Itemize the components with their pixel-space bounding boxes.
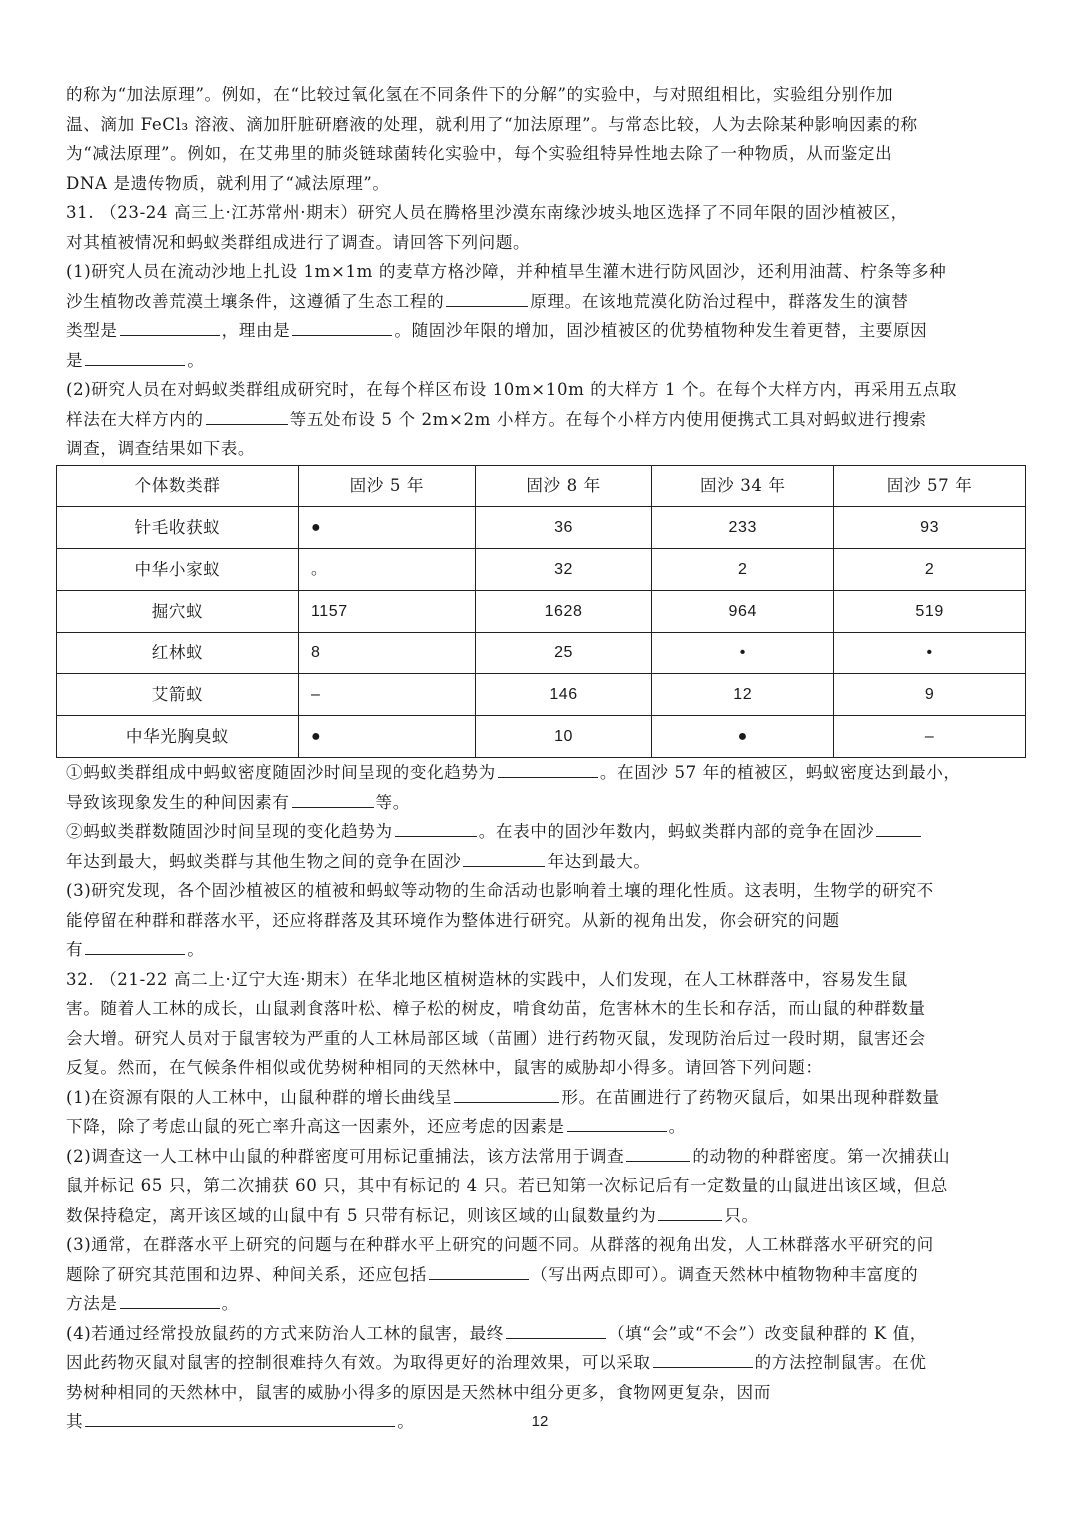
table-row [57, 716, 1026, 758]
text: 样法在大样方内的 [66, 409, 204, 429]
table-cell: – [298, 674, 475, 716]
q32-part4-line-2 [66, 1348, 1016, 1378]
table-cell: 掘穴蚁 [57, 590, 299, 632]
q32-stem-line-4: 反复。然而，在气候条件相似或优势树种相同的天然林中，鼠害的威胁却小得多。请回答下列问题： [66, 1058, 823, 1078]
q32-stem-line-3: 会大增。研究人员对于鼠害较为严重的人工林局部区域（苗圃）进行药物灭鼠，发现防治后过一段时期，鼠害还会 [66, 1028, 926, 1048]
table-cell: 中华小家蚁 [57, 549, 299, 591]
q31-sub1-line-2 [66, 788, 1016, 818]
page-number: 12 [531, 1413, 549, 1430]
table-cell: 36 [475, 507, 652, 549]
text: 类型是 [66, 321, 118, 340]
q31-part2-line-1: (2)研究人员在对蚂蚁类群组成研究时，在每个样区布设 10m×10m 的大样方 1 个。在每个大样方内，再采用五点取 [66, 380, 958, 399]
q32-part2-line-3 [66, 1201, 1016, 1231]
text: 形。在苗圃进行了药物灭鼠后，如果出现种群数量 [561, 1087, 940, 1107]
answer-blank[interactable] [653, 1349, 753, 1368]
table-cell: • [652, 632, 834, 674]
answer-blank[interactable] [454, 1084, 559, 1103]
answer-blank[interactable] [292, 317, 392, 336]
text: 。 [187, 940, 205, 960]
table-cell: 964 [652, 590, 834, 632]
table-header-row [57, 465, 1026, 507]
text: （填“会”或“不会”）改变鼠种群的 K 值， [607, 1323, 927, 1343]
q32-part4-line-3: 势树种相同的天然林中，鼠害的威胁小得多的原因是天然林中组分更多，食物网更复杂，因而 [66, 1382, 771, 1402]
text: 的动物的种群密度。第一次捕获山 [692, 1146, 951, 1166]
q31-part1-line-2 [66, 287, 1016, 317]
text: 。 [668, 1117, 686, 1137]
table-header: 固沙 8 年 [475, 465, 652, 507]
text: 等。 [375, 792, 410, 812]
text: 等五处布设 5 个 2m×2m 小样方。在每个小样方内使用便携式工具对蚂蚁进行搜索 [289, 409, 927, 429]
text: 沙生植物改善荒漠土壤条件，这遵循了生态工程的 [66, 291, 445, 311]
text: (1)在资源有限的人工林中，山鼠种群的增长曲线呈 [66, 1087, 453, 1107]
table-cell: ● [652, 716, 834, 758]
intro-line-2: 温、滴加 FeCl₃ 溶液、滴加肝脏研磨液的处理，就利用了“加法原理”。与常态比较，人为去除某种影响因素的称 [66, 114, 918, 134]
q32-part3-line-3 [66, 1289, 1016, 1319]
answer-blank[interactable] [395, 818, 477, 837]
q31-sub2-line-1 [66, 817, 1016, 847]
answer-blank[interactable] [429, 1261, 529, 1280]
text: 下降，除了考虑山鼠的死亡率升高这一因素外，还应考虑的因素是 [66, 1117, 565, 1137]
q32-part2-line-2: 鼠并标记 65 只，第二次捕获 60 只，其中有标记的 4 只。若已知第一次标记后有一定数量的山鼠进出该区域，但总 [66, 1176, 948, 1196]
text: 。 [397, 1412, 415, 1432]
text: 因此药物灭鼠对鼠害的控制很难持久有效。为取得更好的治理效果，可以采取 [66, 1353, 651, 1373]
answer-blank[interactable] [567, 1113, 667, 1132]
table-cell: ● [298, 507, 475, 549]
q32-part3-line-2 [66, 1260, 1016, 1290]
table-header: 固沙 5 年 [298, 465, 475, 507]
table-cell: 2 [652, 549, 834, 591]
q32-part2-line-1 [66, 1142, 1016, 1172]
text: 只。 [724, 1205, 759, 1225]
q31-stem-line-2: 对其植被情况和蚂蚁类群组成进行了调查。请回答下列问题。 [66, 232, 531, 252]
table-cell: 2 [834, 549, 1026, 591]
text: 题除了研究其范围和边界、种间关系，还应包括 [66, 1264, 428, 1284]
text: 是 [66, 350, 84, 370]
table-cell: 12 [652, 674, 834, 716]
q31-sub1-line-1 [66, 758, 1016, 788]
table-cell: 25 [475, 632, 652, 674]
q32-stem-line-2: 害。随着人工林的成长，山鼠剥食落叶松、樟子松的树皮，啃食幼苗，危害林木的生长和存活，而山鼠的种群数量 [66, 999, 926, 1019]
table-cell: 中华光胸臭蚁 [57, 716, 299, 758]
q31-sub2-line-2 [66, 847, 1016, 877]
intro-line-3: 为“减法原理”。例如，在艾弗里的肺炎链球菌转化实验中，每个实验组特异性地去除了一种物质，从而鉴定出 [66, 144, 893, 163]
text: 方法是 [66, 1294, 118, 1314]
table-cell: 1628 [475, 590, 652, 632]
answer-blank[interactable] [506, 1320, 606, 1339]
text: 。在固沙 57 年的植被区，蚂蚁密度达到最小， [599, 763, 961, 783]
text: 年达到最大。 [547, 851, 651, 871]
q31-part3-line-2: 能停留在种群和群落水平，还应将群落及其环境作为整体进行研究。从新的视角出发，你会研究的问题 [66, 910, 840, 930]
q32-part3-line-1: (3)通常，在群落水平上研究的问题与在种群水平上研究的问题不同。从群落的视角出发，人工林群落水平研究的问 [66, 1235, 934, 1255]
table-row [57, 507, 1026, 549]
text: ②蚂蚁类群数随固沙时间呈现的变化趋势为 [66, 822, 393, 842]
answer-blank[interactable] [292, 789, 374, 808]
table-cell: 93 [834, 507, 1026, 549]
text: 原理。在该地荒漠化防治过程中，群落发生的演替 [530, 291, 909, 311]
table-header: 固沙 34 年 [652, 465, 834, 507]
text: 。随固沙年限的增加，固沙植被区的优势植物种发生着更替，主要原因 [394, 321, 928, 340]
table-row [57, 632, 1026, 674]
table-cell: 红林蚁 [57, 632, 299, 674]
text: (2)调查这一人工林中山鼠的种群密度可用标记重捕法，该方法常用于调查 [66, 1146, 625, 1166]
intro-line-4: DNA 是遗传物质，就利用了“减法原理”。 [66, 173, 390, 193]
text: 。 [221, 1294, 239, 1314]
answer-blank[interactable] [876, 818, 921, 837]
table-cell: 1157 [298, 590, 475, 632]
answer-blank[interactable] [206, 406, 288, 425]
q31-part2-line-3: 调查，调查结果如下表。 [66, 439, 256, 458]
q31-part2-line-2 [66, 405, 1016, 435]
answer-blank[interactable] [626, 1143, 690, 1162]
text: 数保持稳定，离开该区域的山鼠中有 5 只带有标记，则该区域的山鼠数量约为 [66, 1205, 657, 1225]
text: 的方法控制鼠害。在优 [754, 1353, 927, 1373]
table-cell: 8 [298, 632, 475, 674]
table-row [57, 549, 1026, 591]
ant-survey-table [56, 465, 1026, 759]
q31-part1-line-4 [66, 346, 1016, 376]
answer-blank[interactable] [463, 848, 545, 867]
q32-part4-line-1 [66, 1319, 1016, 1349]
table-cell: 10 [475, 716, 652, 758]
q31-part1-line-3 [66, 316, 1016, 346]
table-row [57, 590, 1026, 632]
table-cell: • [834, 632, 1026, 674]
q31-part3-line-3 [66, 935, 1016, 965]
table-cell: 32 [475, 549, 652, 591]
answer-blank[interactable] [498, 759, 598, 778]
q32-part1-line-1 [66, 1083, 1016, 1113]
table-row [57, 674, 1026, 716]
text: ①蚂蚁类群组成中蚂蚁密度随固沙时间呈现的变化趋势为 [66, 763, 496, 783]
q31-part1-line-1: (1)研究人员在流动沙地上扎设 1m×1m 的麦草方格沙障，并种植旱生灌木进行防风固沙，还利用油蒿、柠条等多种 [66, 262, 947, 281]
answer-blank[interactable] [120, 1290, 220, 1309]
answer-blank[interactable] [120, 317, 220, 336]
table-header: 固沙 57 年 [834, 465, 1026, 507]
q31-part3-line-1: (3)研究发现，各个固沙植被区的植被和蚂蚁等动物的生命活动也影响着土壤的理化性质。这表明，生物学的研究不 [66, 881, 934, 901]
text: 年达到最大，蚂蚁类群与其他生物之间的竞争在固沙 [66, 851, 462, 871]
text: 。 [187, 350, 205, 370]
text: 导致该现象发生的种间因素有 [66, 792, 290, 812]
q32-part1-line-2 [66, 1112, 1016, 1142]
table-cell: 9 [834, 674, 1026, 716]
q31-stem-line-1: 31. （23-24 高三上·江苏常州·期末）研究人员在腾格里沙漠东南缘沙坡头地区选择了不同年限的固沙植被区， [66, 203, 908, 222]
answer-blank[interactable] [85, 347, 185, 366]
table-header: 个体数类群 [57, 465, 299, 507]
q32-stem-line-1: 32. （21-22 高二上·辽宁大连·期末）在华北地区植树造林的实践中，人们发现，在人工林群落中，容易发生鼠 [66, 969, 908, 989]
answer-blank[interactable] [446, 288, 528, 307]
text: 其 [66, 1412, 84, 1432]
table-cell: – [834, 716, 1026, 758]
table-cell: 233 [652, 507, 834, 549]
table-cell: 艾箭蚁 [57, 674, 299, 716]
answer-blank[interactable] [85, 936, 185, 955]
text: 。在表中的固沙年数内，蚂蚁类群内部的竞争在固沙 [478, 822, 875, 842]
text: ，理由是 [221, 321, 291, 340]
table-cell: 519 [834, 590, 1026, 632]
text: （写出两点即可）。调查天然林中植物物种丰富度的 [531, 1264, 919, 1284]
table-cell: 针毛收获蚁 [57, 507, 299, 549]
table-cell: 146 [475, 674, 652, 716]
table-cell: ● [298, 716, 475, 758]
text: 有 [66, 940, 84, 960]
document-page [66, 80, 1016, 1437]
intro-line-1: 的称为“加法原理”。例如，在“比较过氧化氢在不同条件下的分解”的实验中，与对照组相比，实验组分别作加 [66, 85, 894, 104]
table-cell: 。 [298, 549, 475, 591]
text: (4)若通过经常投放鼠药的方式来防治人工林的鼠害，最终 [66, 1323, 504, 1343]
answer-blank[interactable] [658, 1202, 722, 1221]
